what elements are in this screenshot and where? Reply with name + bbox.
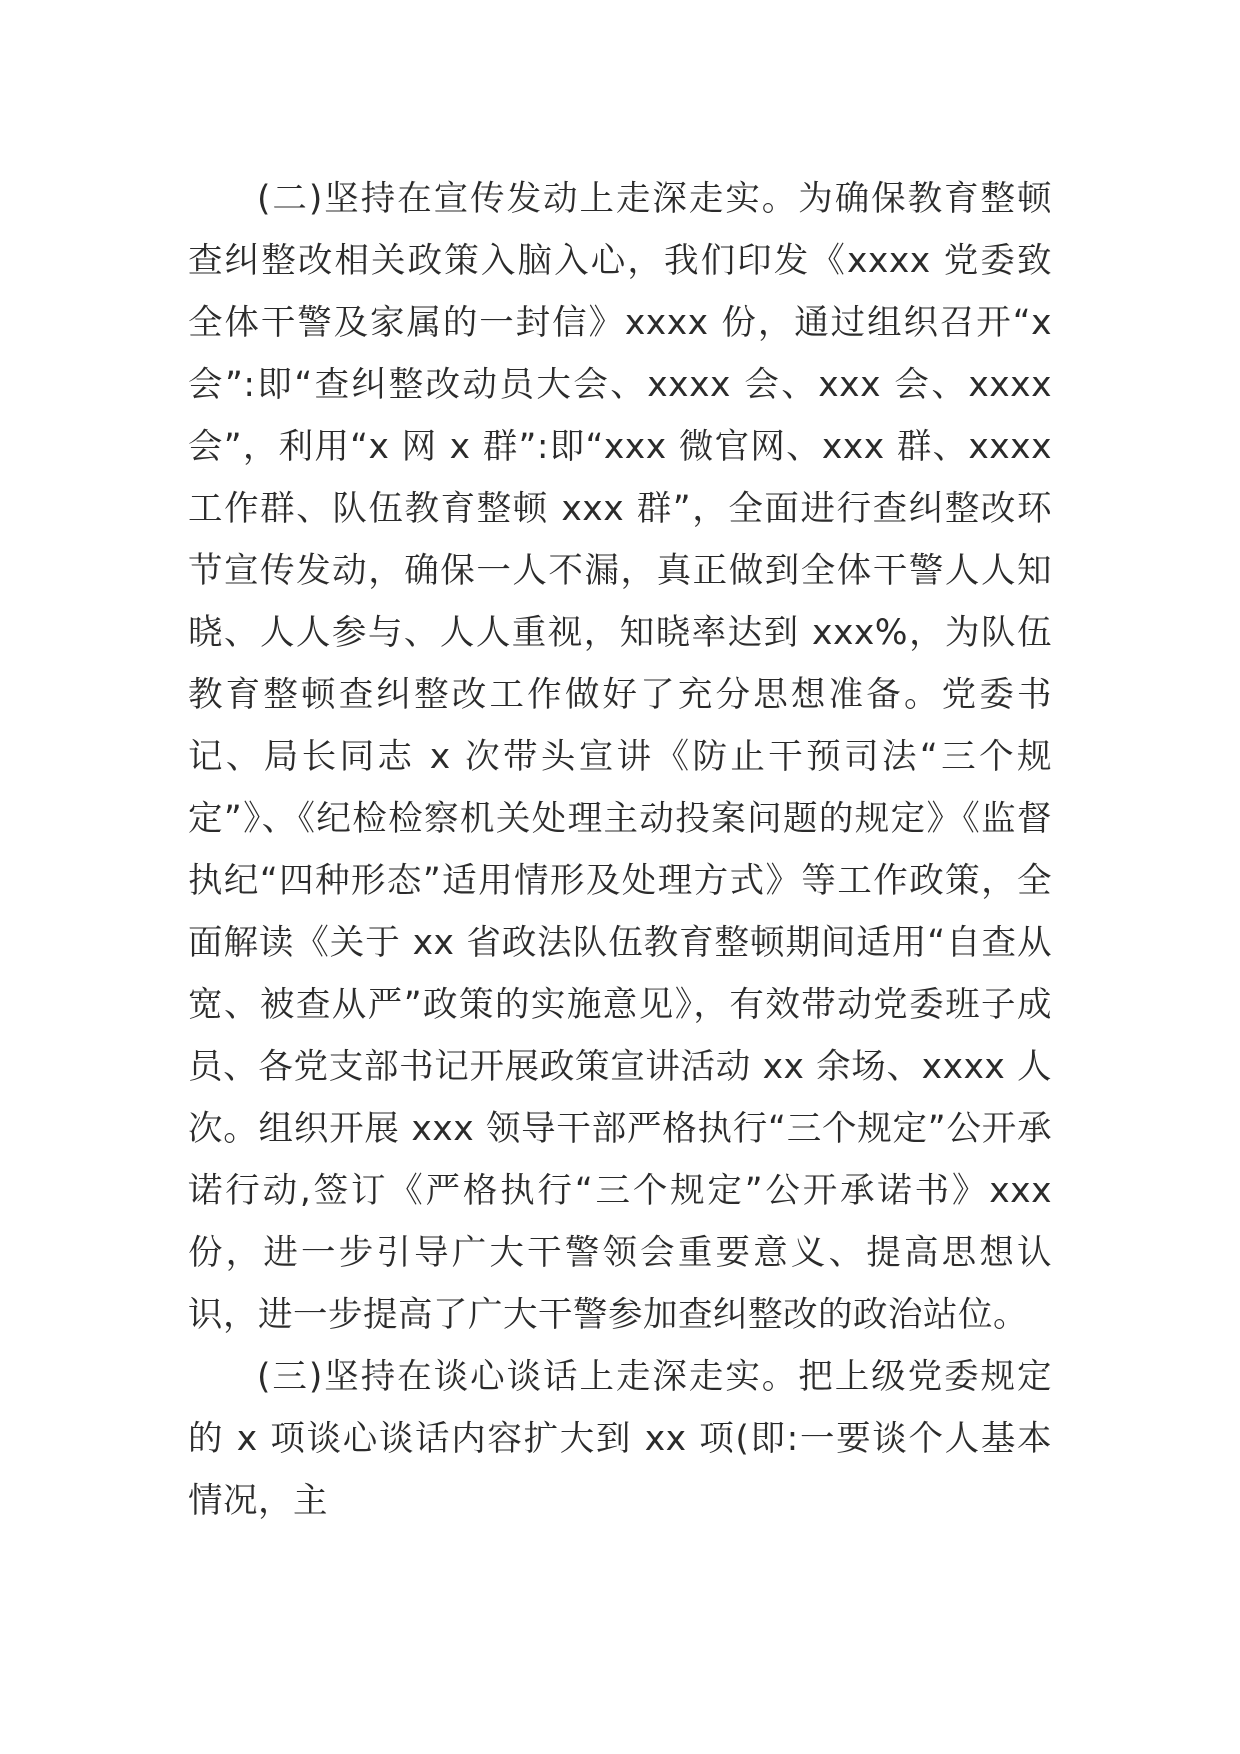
paragraph-publicity: (二)坚持在宣传发动上走深走实。为确保教育整顿查纠整改相关政策入脑入心，我们印发《xxxx 党委致全体干警及家属的一封信》xxxx 份，通过组织召开“x 会”:即“查纠整改动员大会、xxxx 会、xxx 会、xxxx 会”，利用“x 网 x 群”:即“xxx 微官网、xxx 群、xxxx 工作群、队伍教育整顿 xxx 群”，全面进行查纠整改环节宣传发动，确保一人不漏，真正做到全体干警人人知晓、人人参与、人人重视，知晓率达到 xxx%，为队伍教育整顿查纠整改工作做好了充分思想准备。党委书记、局长同志 x 次带头宣讲《防止干预司法“三个规定”》、《纪检检察机关处理主动投案问题的规定》《监督执纪“四种形态”适用情形及处理方式》等工作政策，全面解读《关于 xx 省政法队伍教育整顿期间适用“自查从宽、被查从严”政策的实施意见》，有效带动党委班子成员、各党支部书记开展政策宣讲活动 xx 余场、xxxx 人次。组织开展 xxx 领导干部严格执行“三个规定”公开承诺行动,签订《严格执行“三个规定”公开承诺书》xxx 份，进一步引导广大干警领会重要意义、提高思想认识，进一步提高了广大干警参加查纠整改的政治站位。 — [188, 179, 1052, 1335]
paragraph-heart-to-heart-talks: (三)坚持在谈心谈话上走深走实。把上级党委规定的 x 项谈心谈话内容扩大到 xx 项(即:一要谈个人基本情况，主 — [188, 1357, 1052, 1521]
document-body — [188, 168, 1052, 1532]
